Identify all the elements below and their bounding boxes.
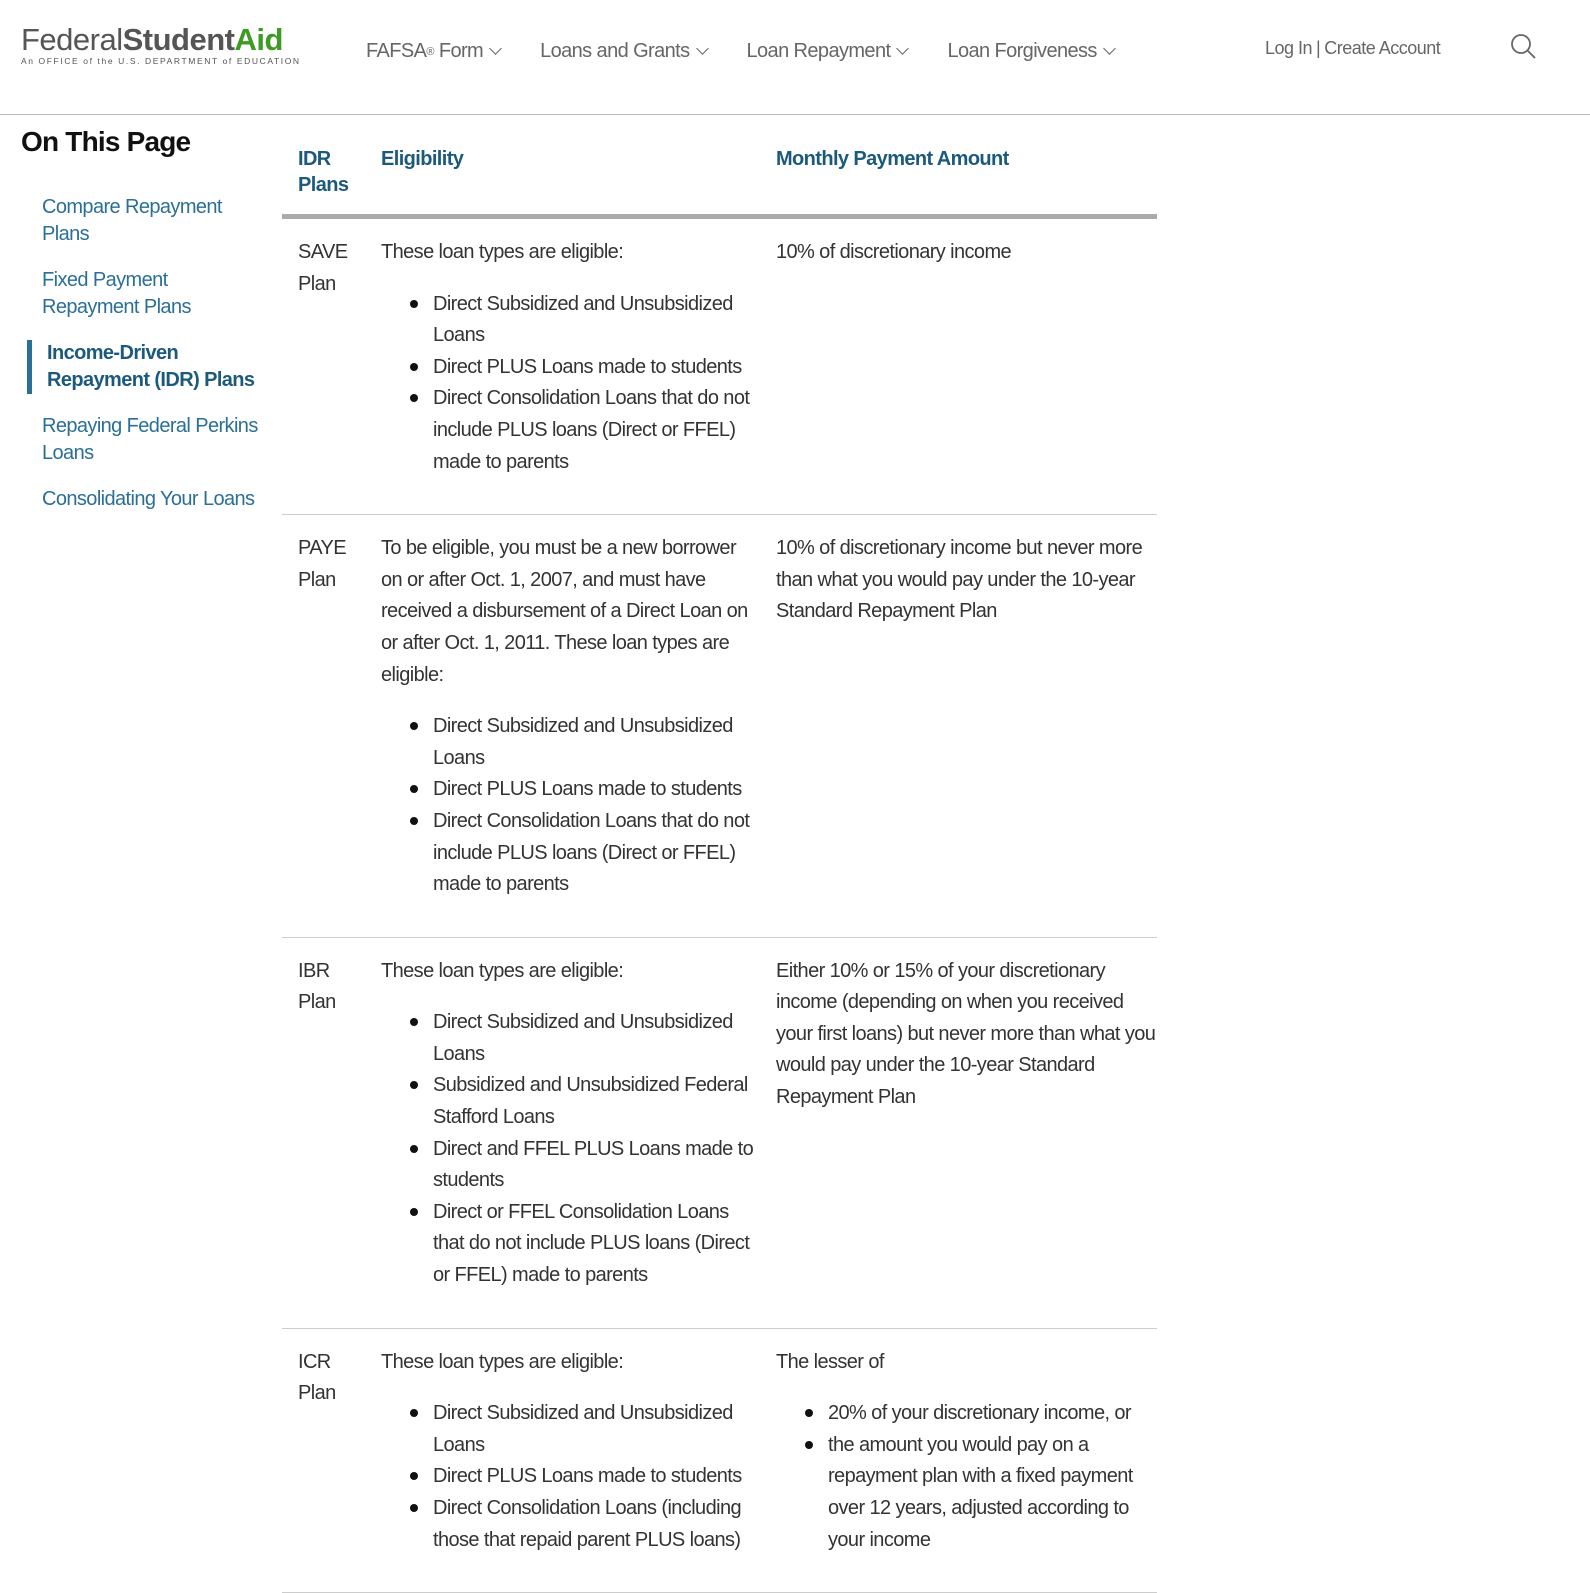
list-item: Direct Subsidized and Unsubsidized Loans [433,289,760,352]
idr-plans-table [282,138,1157,1593]
sidebar-title: On This Page [21,126,191,157]
chevron-down-icon [489,42,502,55]
account-links [1265,38,1440,59]
nav-label: Loans and Grants [540,40,690,62]
table-row [282,217,1157,515]
bullet-list [433,289,760,479]
nav-label: Form [433,40,484,62]
nav-loans-and-grants[interactable] [540,40,706,63]
plan-name: IBR Plan [282,937,365,1328]
chevron-down-icon [1103,42,1116,55]
nav-loan-repayment[interactable] [747,40,908,63]
nav-loan-forgiveness[interactable] [947,40,1113,63]
list-item: Direct PLUS Loans made to students [433,352,760,384]
payment-cell [760,937,1157,1328]
bullet-list [433,1398,760,1556]
payment-text: 10% of discretionary income but never more than what you would pay under the 10-year Standard Repayment Plan [776,537,1143,623]
sidebar-item-fixed-payment-plans[interactable]: Fixed Payment Repayment Plans [42,269,191,318]
payment-cell [760,217,1157,515]
bullet-list [433,711,760,901]
search-icon[interactable] [1510,33,1536,59]
column-header: IDR Plans [282,138,365,217]
list-item: Direct Consolidation Loans (including those that repaid parent PLUS loans) [433,1493,760,1556]
site-header [0,0,1590,115]
sidebar-item-consolidating-loans[interactable]: Consolidating Your Loans [42,488,255,510]
nav-label: Loan Forgiveness [947,40,1097,62]
sidebar-item-idr-plans[interactable]: Income-Driven Repayment (IDR) Plans [27,340,261,394]
nav-fafsa-form[interactable] [366,40,500,63]
list-item: Direct PLUS Loans made to students [433,1461,760,1493]
list-item: Subsidized and Unsubsidized Federal Stafford Loans [433,1070,760,1133]
plan-name: ICR Plan [282,1328,365,1593]
payment-text: 10% of discretionary income [776,241,1012,263]
list-item: Direct PLUS Loans made to students [433,774,760,806]
main-nav [366,40,1154,63]
list-item: the amount you would pay on a repayment plan with a fixed payment over 12 years, adjusted according to your income [828,1430,1157,1556]
bullet-list [433,1007,760,1291]
list-item: Direct Consolidation Loans that do not include PLUS loans (Direct or FFEL) made to parents [433,806,760,901]
list-item: Direct Subsidized and Unsubsidized Loans [433,1398,760,1461]
nav-label: Loan Repayment [746,40,891,62]
table-row [282,937,1157,1328]
nav-label: FAFSA [366,40,427,62]
login-link[interactable]: Log In [1265,38,1313,58]
on-this-page-sidebar [21,126,261,532]
sidebar-item-compare-repayment-plans[interactable]: Compare Repayment Plans [42,196,222,245]
column-header: Monthly Payment Amount [760,138,1157,217]
list-item: Direct and FFEL PLUS Loans made to students [433,1134,760,1197]
sidebar-item-perkins-loans[interactable]: Repaying Federal Perkins Loans [42,415,258,464]
federal-student-aid-logo[interactable] [21,22,301,66]
plan-name: PAYE Plan [282,515,365,938]
eligibility-text: These loan types are eligible: [381,959,624,982]
logo-student: Student [122,22,235,57]
logo-aid: Aid [234,22,283,57]
eligibility-cell [365,1328,760,1593]
chevron-down-icon [897,42,910,55]
payment-text: The lesser of [776,1350,884,1373]
payment-cell [760,1328,1157,1593]
chevron-down-icon [696,42,709,55]
bullet-list [828,1398,1157,1556]
registered-mark: ® [426,45,434,58]
eligibility-cell [365,217,760,515]
payment-cell [760,515,1157,938]
payment-text: Either 10% or 15% of your discretionary income (depending on when you received your first loans) but never more than what you would pay under the 10-year Standard Repayment Plan [776,959,1156,1109]
list-item: Direct Subsidized and Unsubsidized Loans [433,711,760,774]
eligibility-cell [365,937,760,1328]
table-row [282,515,1157,938]
column-header: Eligibility [365,138,760,217]
eligibility-text: These loan types are eligible: [381,1350,624,1373]
create-account-link[interactable]: Create Account [1324,38,1441,58]
plan-name: SAVE Plan [282,217,365,515]
separator: | [1316,38,1321,58]
list-item: Direct Consolidation Loans that do not include PLUS loans (Direct or FFEL) made to parents [433,383,760,478]
logo-federal: Federal [21,22,123,57]
list-item: Direct or FFEL Consolidation Loans that do not include PLUS loans (Direct or FFEL) made to parents [433,1197,760,1292]
logo-tagline: An OFFICE of the U.S. DEPARTMENT of EDUCATION [21,56,301,66]
list-item: 20% of your discretionary income, or [828,1398,1157,1430]
eligibility-text: These loan types are eligible: [381,241,624,263]
list-item: Direct Subsidized and Unsubsidized Loans [433,1007,760,1070]
table-row [282,1328,1157,1593]
eligibility-text: To be eligible, you must be a new borrower on or after Oct. 1, 2007, and must have received a disbursement of a Direct Loan on or after Oct. 1, 2011. These loan types are eligible: [381,537,748,686]
eligibility-cell [365,515,760,938]
